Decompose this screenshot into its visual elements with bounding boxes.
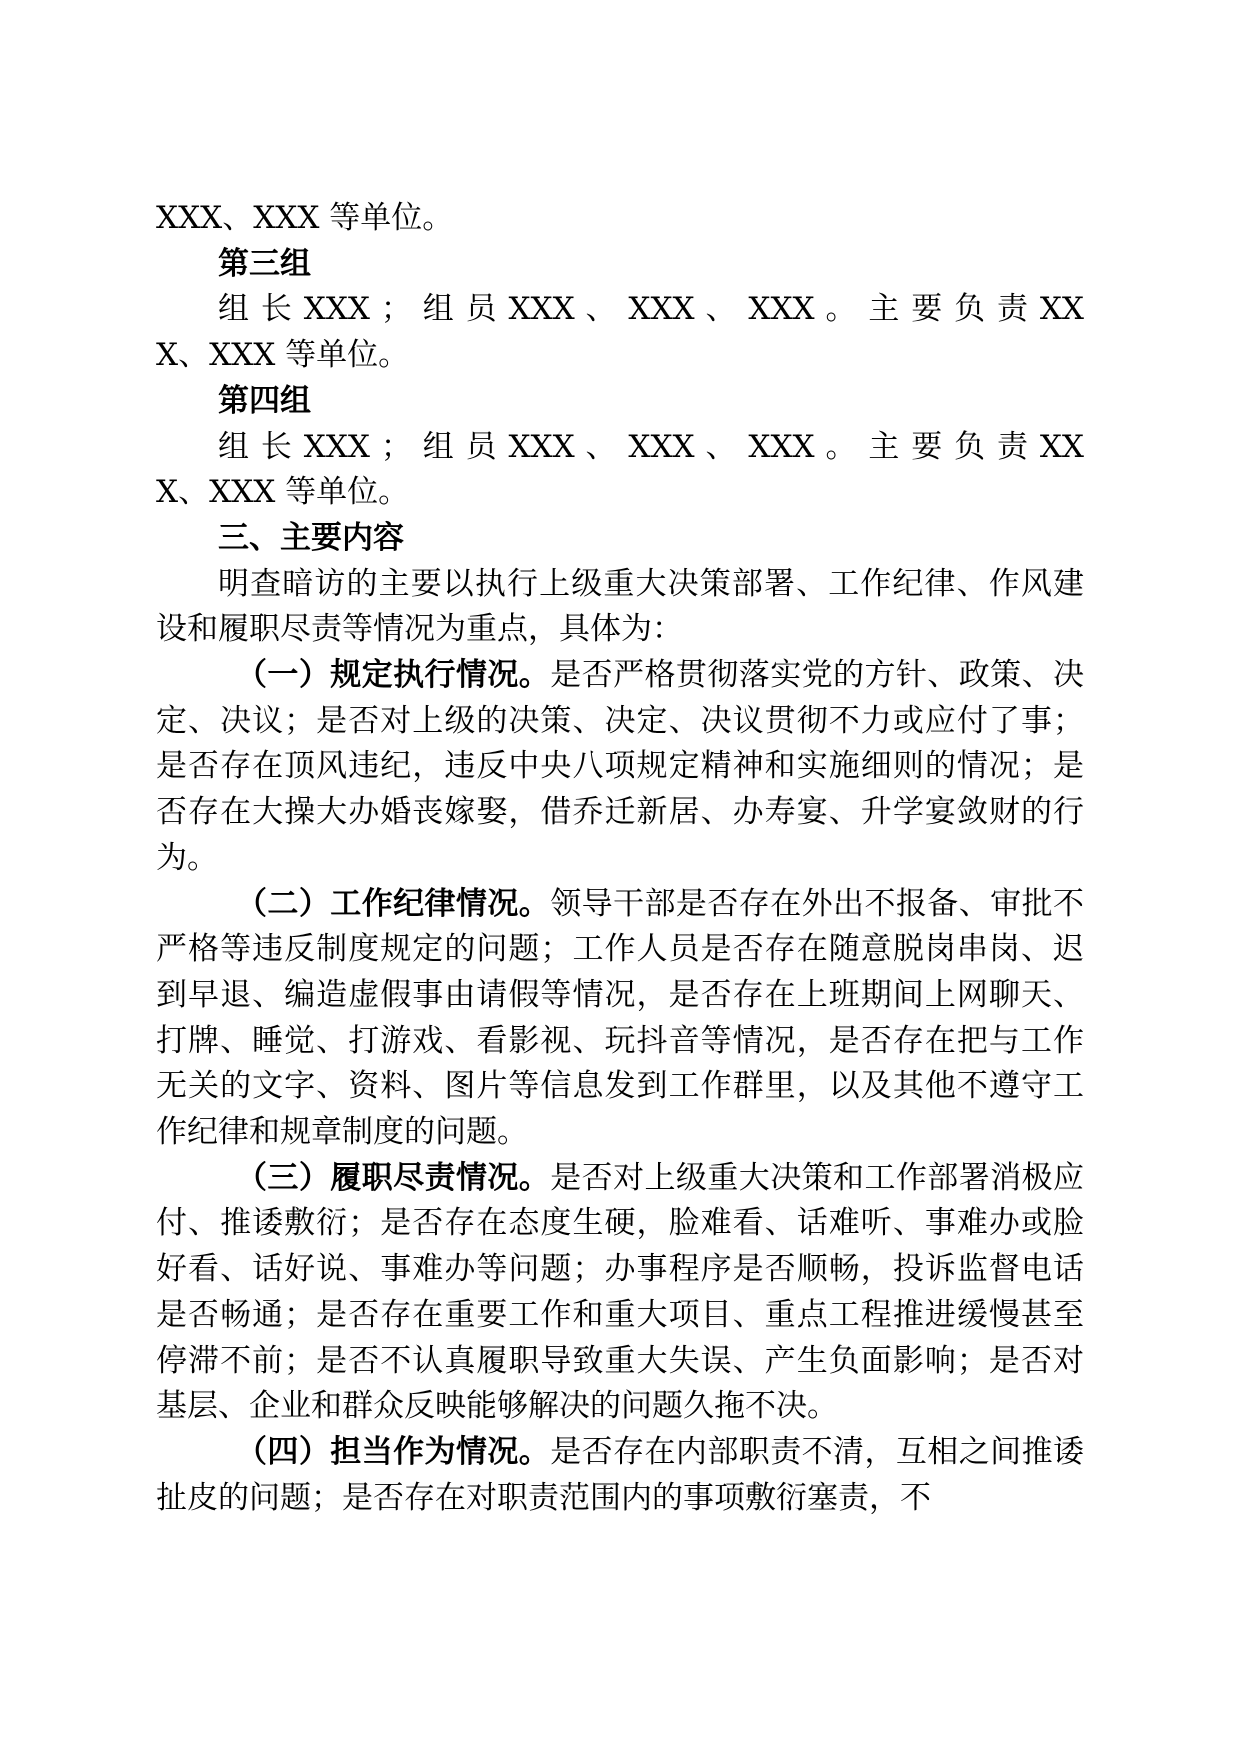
item-three-lead: （三）履职尽责情况。: [236, 1159, 551, 1196]
group-four-heading: 第四组: [218, 382, 311, 419]
item-three-paragraph: [156, 1156, 1084, 1430]
item-two-body: 领导干部是否存在外出不报备、审批不严格等违反制度规定的问题；工作人员是否存在随意脱岗串岗、迟到早退、编造虚假事由请假等情况，是否存在上班期间上网聊天、打牌、睡觉、打游戏、看影视、玩抖音等情况，是否存在把与工作无关的文字、资料、图片等信息发到工作群里，以及其他不遵守工作纪律和规章制度的问题。: [156, 885, 1085, 1151]
document-body: [156, 196, 1084, 1521]
item-one-body: 是否严格贯彻落实党的方针、政策、决定、决议；是否对上级的决策、决定、决议贯彻不力或应付了事；是否存在顶风违纪，违反中央八项规定精神和实施细则的情况；是否存在大操大办婚丧嫁娶，借乔迁新居、办寿宴、升学宴敛财的行为。: [156, 657, 1085, 876]
item-two-paragraph: [156, 882, 1084, 1156]
item-four-lead: （四）担当作为情况。: [236, 1433, 551, 1470]
paragraph-continuation: XXX、XXX 等单位。: [156, 200, 454, 236]
group-four-members: 组 长 XXX ； 组 员 XXX 、 XXX 、 XXX 。 主 要 负 责 XXX、XXX 等单位。: [156, 428, 1084, 511]
group-three-members: 组 长 XXX ； 组 员 XXX 、 XXX 、 XXX 。 主 要 负 责 XXX、XXX 等单位。: [156, 291, 1084, 374]
item-three-body: 是否对上级重大决策和工作部署消极应付、推诿敷衍；是否存在态度生硬，脸难看、话难听、事难办或脸好看、话好说、事难办等问题；办事程序是否顺畅，投诉监督电话是否畅通；是否存在重要工作和重大项目、重点工程推进缓慢甚至停滞不前；是否不认真履职导致重大失误、产生负面影响；是否对基层、企业和群众反映能够解决的问题久拖不决。: [156, 1159, 1085, 1425]
item-four-paragraph: [156, 1430, 1084, 1521]
item-two-lead: （二）工作纪律情况。: [236, 885, 551, 922]
group-three-heading: 第三组: [218, 245, 311, 282]
item-one-lead: （一）规定执行情况。: [236, 657, 551, 694]
intro-paragraph: 明查暗访的主要以执行上级重大决策部署、工作纪律、作风建设和履职尽责等情况为重点，具体为：: [156, 565, 1084, 648]
item-one-paragraph: [156, 653, 1084, 882]
item-four-body: 是否存在内部职责不清，互相之间推诿扯皮的问题；是否存在对职责范围内的事项敷衍塞责，不: [156, 1433, 1085, 1516]
section-title-main-content: 三、主要内容: [218, 519, 404, 556]
